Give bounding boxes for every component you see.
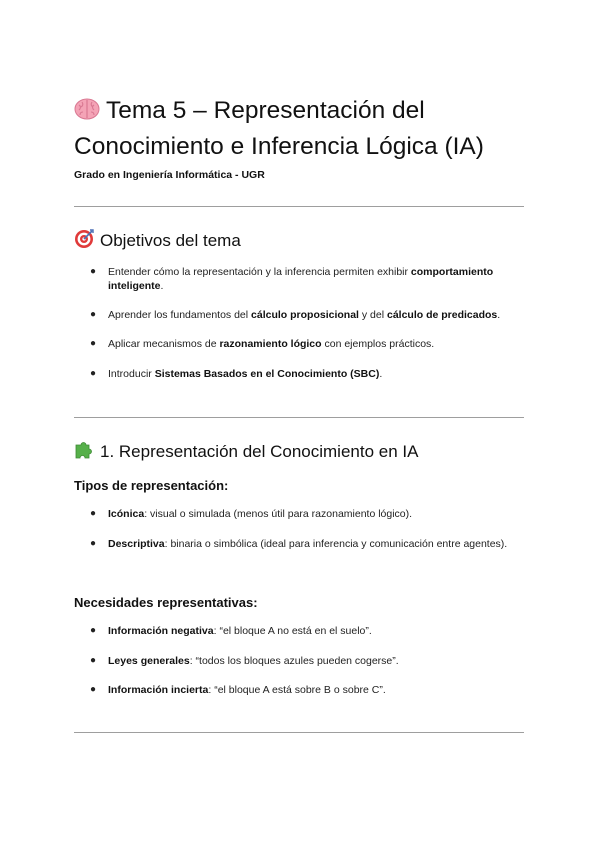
item-text: : “el bloque A no está en el suelo”. [213,625,372,637]
target-icon [74,229,94,255]
item-bold-text: Leyes generales [108,655,190,667]
divider [74,417,524,418]
item-bold-text: Información negativa [108,625,214,637]
bullet: ● [90,309,97,320]
item-text: Aprender los fundamentos del [108,309,252,321]
item-bold-text: Información incierta [108,684,209,696]
document-subtitle: Grado en Ingeniería Informática - UGR [74,169,265,181]
list-item [74,308,524,322]
item-bold-text: razonamiento lógico [219,338,322,350]
bullet: ● [90,538,97,549]
item-text: . [160,280,164,292]
item-bold-text: Icónica [108,508,145,520]
bullet: ● [90,266,97,277]
item-bold-text: cálculo proposicional [251,309,359,321]
list-item [74,507,524,521]
item-text: Aplicar mecanismos de [108,338,220,350]
divider [74,206,524,207]
bullet: ● [90,625,97,636]
item-text: y del [358,309,387,321]
item-text: Introducir [108,368,155,380]
list-item [74,654,524,668]
item-text: : “todos los bloques azules pueden cogerse”. [189,655,399,667]
section1-heading-text: 1. Representación del Conocimiento en IA [100,442,419,461]
bullet: ● [90,508,97,519]
list-item [74,367,524,381]
item-bold-text: Descriptiva [108,538,165,550]
item-bold-text: cálculo de predicados [386,309,498,321]
list-item [74,537,524,551]
list-item [74,683,524,697]
item-text: : binaria o simbólica (ideal para inferencia y comunicación entre agentes). [164,538,508,550]
bullet: ● [90,655,97,666]
document-title [74,94,544,163]
puzzle-icon [74,440,94,466]
types-heading: Tipos de representación: [74,478,229,493]
title-text: Tema 5 – Representación del Conocimiento e Inferencia Lógica (IA) [74,97,484,160]
needs-heading: Necesidades representativas: [74,595,258,610]
objectives-heading [74,229,241,255]
item-text: Entender cómo la representación y la inferencia permiten exhibir [108,266,411,278]
list-item [74,265,524,293]
list-item [74,624,524,638]
item-text: . [379,368,383,380]
item-text: : “el bloque A está sobre B o sobre C”. [208,684,386,696]
item-text: . [497,309,501,321]
item-text: : visual o simulada (menos útil para razonamiento lógico). [144,508,413,520]
objectives-heading-text: Objetivos del tema [100,231,241,250]
item-text: con ejemplos prácticos. [321,338,435,350]
bullet: ● [90,684,97,695]
divider [74,732,524,733]
bullet: ● [90,368,97,379]
bullet: ● [90,338,97,349]
item-bold-text: comportamiento inteligente [108,266,494,292]
brain-icon [74,97,100,130]
item-bold-text: Sistemas Basados en el Conocimiento (SBC) [154,368,380,380]
list-item [74,337,524,351]
section1-heading [74,440,418,466]
